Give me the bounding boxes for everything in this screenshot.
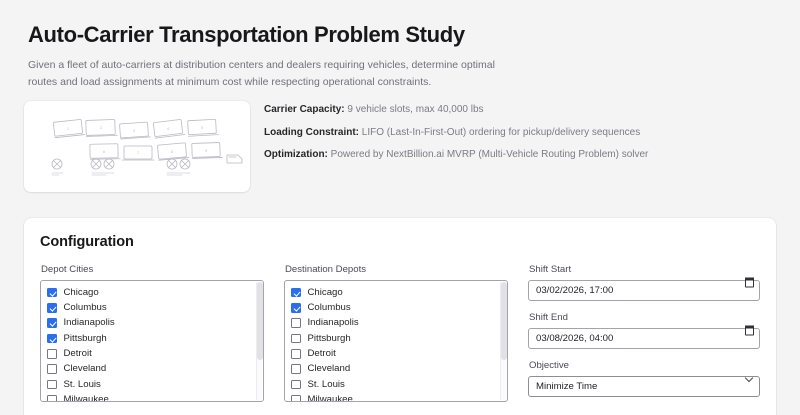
checkbox-label: Milwaukee bbox=[63, 393, 109, 402]
page-header bbox=[0, 0, 800, 91]
configuration-card bbox=[24, 218, 776, 415]
spec-value: 9 vehicle slots, max 40,000 lbs bbox=[347, 104, 484, 116]
shift-end-input[interactable]: 03/08/2026, 04:00 bbox=[528, 328, 760, 349]
hero-row bbox=[0, 91, 800, 192]
checkbox[interactable] bbox=[291, 303, 301, 313]
svg-text:9: 9 bbox=[204, 148, 208, 154]
shift-end-label: Shift End bbox=[529, 312, 568, 323]
svg-text:6: 6 bbox=[102, 149, 106, 155]
checkbox[interactable] bbox=[47, 318, 57, 328]
spec-row-carrier-capacity bbox=[264, 103, 772, 118]
checkbox[interactable] bbox=[47, 303, 57, 313]
checkbox-label: Chicago bbox=[307, 286, 343, 298]
page-title: Auto-Carrier Transportation Problem Study bbox=[28, 22, 465, 47]
depot-city-option[interactable] bbox=[47, 316, 261, 331]
checkbox[interactable] bbox=[47, 288, 57, 298]
destination-depots-label: Destination Depots bbox=[285, 264, 367, 275]
depot-cities-scrollbar[interactable] bbox=[256, 282, 262, 400]
checkbox-label: Milwaukee bbox=[307, 393, 353, 402]
destination-depot-option[interactable] bbox=[291, 300, 505, 315]
auto-carrier-illustration-card bbox=[24, 101, 250, 192]
objective-group bbox=[528, 360, 760, 397]
checkbox[interactable] bbox=[47, 334, 57, 344]
shift-end-group bbox=[528, 312, 760, 349]
checkbox[interactable] bbox=[47, 349, 57, 359]
spec-list bbox=[264, 101, 772, 163]
svg-text:8: 8 bbox=[170, 149, 174, 155]
svg-text:4: 4 bbox=[166, 126, 170, 132]
shift-start-input[interactable]: 03/02/2026, 17:00 bbox=[528, 280, 760, 301]
svg-text:2: 2 bbox=[99, 125, 103, 131]
destination-depot-option[interactable] bbox=[291, 285, 505, 300]
destination-depots-scrollbar[interactable] bbox=[500, 282, 506, 400]
configuration-grid bbox=[40, 264, 760, 402]
checkbox[interactable] bbox=[47, 380, 57, 390]
destination-depots-listbox[interactable] bbox=[284, 280, 508, 402]
schedule-fields-column bbox=[528, 264, 760, 397]
shift-start-label: Shift Start bbox=[529, 264, 572, 275]
checkbox-label: Pittsburgh bbox=[63, 332, 107, 344]
spec-label: Optimization: bbox=[264, 149, 328, 161]
calendar-icon[interactable] bbox=[745, 326, 754, 335]
checkbox[interactable] bbox=[291, 334, 301, 344]
depot-cities-listbox[interactable] bbox=[40, 280, 264, 402]
checkbox-label: Columbus bbox=[307, 302, 351, 314]
svg-text:1: 1 bbox=[66, 126, 70, 132]
svg-text:3: 3 bbox=[132, 128, 136, 134]
depot-cities-column bbox=[40, 264, 264, 402]
page-subtitle: Given a fleet of auto-carriers at distribution centers and dealers requiring vehicles, determine optimal routes and load assignments at minimum cost while respecting operational constraints. bbox=[28, 59, 495, 89]
destination-depot-option[interactable] bbox=[291, 392, 505, 402]
depot-cities-options bbox=[47, 285, 261, 402]
checkbox[interactable] bbox=[291, 318, 301, 328]
destination-depots-options bbox=[291, 285, 505, 402]
checkbox-label: Cleveland bbox=[307, 363, 351, 375]
objective-select[interactable]: Minimize Time bbox=[528, 376, 760, 397]
destination-depot-option[interactable] bbox=[291, 346, 505, 361]
depot-city-option[interactable] bbox=[47, 285, 261, 300]
spec-label: Carrier Capacity: bbox=[264, 104, 345, 116]
spec-row-optimization bbox=[264, 148, 772, 163]
checkbox-label: Indianapolis bbox=[63, 317, 115, 329]
destination-depot-option[interactable] bbox=[291, 316, 505, 331]
spec-value: Powered by NextBillion.ai MVRP (Multi-Vehicle Routing Problem) solver bbox=[330, 149, 649, 161]
depot-city-option[interactable] bbox=[47, 331, 261, 346]
auto-carrier-sketch-icon bbox=[24, 101, 250, 192]
checkbox[interactable] bbox=[291, 288, 301, 298]
depot-city-option[interactable] bbox=[47, 377, 261, 392]
checkbox-label: Indianapolis bbox=[307, 317, 359, 329]
spec-row-loading-constraint bbox=[264, 126, 772, 141]
checkbox[interactable] bbox=[291, 364, 301, 374]
shift-start-group bbox=[528, 264, 760, 301]
checkbox-label: St. Louis bbox=[307, 378, 345, 390]
checkbox-label: Detroit bbox=[307, 348, 336, 360]
depot-cities-label: Depot Cities bbox=[41, 264, 94, 275]
configuration-title: Configuration bbox=[40, 234, 134, 250]
destination-depot-option[interactable] bbox=[291, 331, 505, 346]
depot-city-option[interactable] bbox=[47, 300, 261, 315]
checkbox-label: Cleveland bbox=[63, 363, 107, 375]
checkbox-label: Pittsburgh bbox=[307, 332, 351, 344]
checkbox[interactable] bbox=[291, 380, 301, 390]
svg-text:5: 5 bbox=[200, 125, 204, 131]
destination-depots-column bbox=[284, 264, 508, 402]
checkbox-label: Chicago bbox=[63, 286, 99, 298]
destination-depot-option[interactable] bbox=[291, 377, 505, 392]
depot-city-option[interactable] bbox=[47, 346, 261, 361]
spec-label: Loading Constraint: bbox=[264, 126, 359, 138]
checkbox[interactable] bbox=[291, 349, 301, 359]
scrollbar-thumb[interactable] bbox=[257, 282, 263, 360]
checkbox[interactable] bbox=[47, 395, 57, 402]
svg-text:7: 7 bbox=[136, 150, 140, 156]
checkbox-label: St. Louis bbox=[63, 378, 101, 390]
checkbox-label: Columbus bbox=[63, 302, 107, 314]
destination-depot-option[interactable] bbox=[291, 361, 505, 376]
checkbox[interactable] bbox=[291, 395, 301, 402]
scrollbar-thumb[interactable] bbox=[501, 282, 507, 360]
spec-value: LIFO (Last-In-First-Out) ordering for pickup/delivery sequences bbox=[361, 126, 641, 138]
objective-label: Objective bbox=[529, 360, 569, 371]
checkbox[interactable] bbox=[47, 364, 57, 374]
checkbox-label: Detroit bbox=[63, 348, 92, 360]
depot-city-option[interactable] bbox=[47, 361, 261, 376]
calendar-icon[interactable] bbox=[745, 278, 754, 287]
depot-city-option[interactable] bbox=[47, 392, 261, 402]
